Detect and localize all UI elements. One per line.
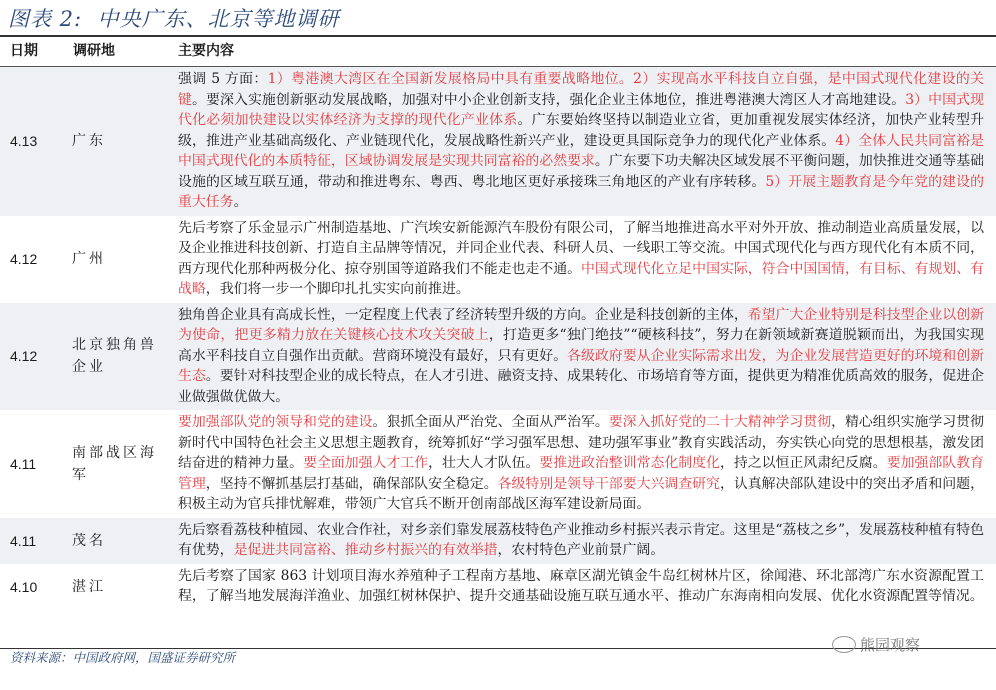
- body-text: ，坚持不懈抓基层打基础，确保部队安全稳定。: [205, 475, 498, 492]
- body-text: ，认真解决部队建设中的突出矛盾和问题，积极主动为官兵排忧解难，带领广大官兵不断开创南部战区海军建设新局面。: [178, 475, 984, 512]
- body-text: 。要针对科技型企业的成长特点，在人才引进、融资支持、成果转化、市场培育等方面，提供更为精准优质高效的服务，促进企业做强做优做大。: [178, 368, 984, 405]
- body-text: 。: [233, 194, 248, 210]
- table-row: [0, 216, 996, 303]
- figure-title: 图表 2: 中央广东、北京等地调研: [8, 7, 340, 31]
- row-place: 南部战区海军: [72, 444, 157, 483]
- row-content: [178, 303, 984, 411]
- body-text: 先后考察了国家 863 计划项目海水养殖种子工程南方基地、麻章区湖光镇金牛岛红树林片区，徐闻港、环北部湾广东水资源配置工程，了解当地发展海洋渔业、加强红树林保护、提升交通基础设施互联互通水平、推动广东海南相向发展、优化水资源配置等情况。: [178, 567, 984, 604]
- row-date: 4.10: [10, 578, 38, 595]
- table-row: [0, 410, 996, 518]
- row-place: 广东: [72, 133, 106, 150]
- body-text: 强调 5 方面：: [178, 71, 268, 87]
- highlighted-text: 5）开展主题教育是今年党的建设的重大任务: [178, 173, 984, 210]
- highlighted-text: 3）中国式现代化必须加快建设以实体经济为支撑的现代化产业体系: [178, 91, 984, 128]
- row-place-cell: [72, 564, 178, 610]
- body-text: ，持之以恒正风肃纪反腐。: [719, 455, 887, 471]
- highlighted-text: 要推进政治整训常态化制度化: [539, 455, 720, 471]
- highlighted-text: 各级特别是领导干部要大兴调查研究: [497, 475, 720, 492]
- row-content: [178, 216, 984, 303]
- body-text: ，打造更多“独门绝技”“硬核科技”，努力在新领域新赛道脱颖而出，为我国实现高水平科技自立自强作出贡献。营商环境没有最好，只有更好。: [178, 327, 984, 364]
- header-date: 日期: [10, 43, 38, 59]
- row-content: [178, 518, 984, 564]
- highlighted-text: 希望广大企业特别是科技型企业以创新为使命，把更多精力放在关键核心技术攻关突破上: [178, 306, 984, 343]
- body-text: ，我们将一步一个脚印扎扎实实向前推进。: [205, 281, 470, 297]
- highlighted-text: 要加强部队教育管理: [178, 455, 984, 492]
- highlighted-text: 要深入抓好党的二十大精神学习贯彻: [608, 414, 832, 430]
- survey-table: [0, 67, 996, 610]
- row-date: 4.13: [10, 133, 38, 150]
- row-place-cell: [72, 67, 178, 216]
- row-date: 4.12: [10, 348, 38, 365]
- row-place: 北京独角兽企业: [72, 337, 157, 376]
- row-place: 广州: [72, 251, 106, 267]
- body-text: 。广东要始终坚持以制造业立省，更加重视发展实体经济，加快产业转型升级，推进产业基础高级化、产业链现代化，发展战略性新兴产业，建设更具国际竞争力的现代化产业体系。: [178, 112, 984, 149]
- row-content: [178, 410, 984, 518]
- body-text: ，农村特色产业前景广阔。: [497, 542, 665, 558]
- header-content: 主要内容: [178, 43, 234, 59]
- body-text: ，精心组织实施学习贯彻新时代中国特色社会主义思想主题教育，统筹抓好“学习强军思想、建功强军事业”教育实践活动，夯实铁心向党的思想根基，激发团结奋进的精神力量。: [178, 414, 984, 471]
- highlighted-text: 1）粤港澳大湾区在全国新发展格局中具有重要战略地位。2）实现高水平科技自立自强，是中国式现代化建设的关键: [178, 71, 985, 108]
- row-place: 茂名: [72, 532, 106, 549]
- highlighted-text: 中国式现代化立足中国实际，符合中国国情，有目标、有规划、有战略: [178, 260, 984, 297]
- wechat-logo-watermark: [832, 634, 920, 655]
- row-place-cell: [72, 216, 178, 303]
- row-place-cell: [72, 518, 178, 564]
- row-date: 4.11: [10, 455, 37, 472]
- table-header: [0, 37, 996, 66]
- row-content: [178, 67, 984, 216]
- table-row: [0, 67, 996, 216]
- highlighted-text: 4）全体人民共同富裕是中国式现代化的本质特征，区域协调发展是实现共同富裕的必然要求: [178, 132, 984, 169]
- body-text: 。狠抓全面从严治党、全面从严治军。: [372, 414, 609, 430]
- highlighted-text: 要加强部队党的领导和党的建设: [178, 414, 373, 430]
- body-text: 独角兽企业具有高成长性，一定程度上代表了经济转型升级的方向。企业是科技创新的主体，: [178, 306, 748, 323]
- body-text: 先后考察了乐金显示广州制造基地、广汽埃安新能源汽车股份有限公司，了解当地推进高水平对外开放、推动制造业高质量发展，以及企业推进科技创新、打造自主品牌等情况，并同企业代表、科研人员、一线职工等交流。中国式现代化与西方现代化有本质不同，西方现代化那种两极分化、掠夺别国等道路我们不能走也走不通。: [178, 219, 984, 277]
- table-row: [0, 303, 996, 411]
- body-text: 。要深入实施创新驱动发展战略，加强对中小企业创新支持，强化企业主体地位，推进粤港澳大湾区人才高地建设。: [192, 91, 906, 108]
- table-row: [0, 564, 996, 610]
- header-place: 调研地: [73, 43, 115, 59]
- row-date: 4.12: [10, 251, 38, 267]
- logo-text: 熊园观察: [860, 636, 921, 654]
- body-text: ，壮大人才队伍。: [428, 455, 540, 471]
- highlighted-text: 各级政府要从企业实际需求出发，为企业发展营造更好的环境和创新生态: [178, 347, 984, 384]
- row-date: 4.11: [10, 532, 37, 549]
- table-row: [0, 518, 996, 564]
- row-place-cell: [72, 410, 178, 518]
- highlighted-text: 是促进共同富裕、推动乡村振兴的有效举措: [233, 542, 498, 558]
- row-content: [178, 564, 984, 610]
- row-place-cell: [72, 303, 178, 411]
- highlighted-text: 要全面加强人才工作: [303, 455, 429, 471]
- wechat-bubble-icon: [832, 636, 856, 653]
- source-note: 资料来源：中国政府网，国盛证券研究所: [10, 650, 236, 665]
- body-text: 。广东要下功夫解决区域发展不平衡问题，加快推进交通等基础设施的区域互联互通，带动和推进粤东、粤西、粤北地区更好承接珠三角地区的产业有序转移。: [178, 153, 984, 190]
- body-text: 先后察看荔枝种植园、农业合作社，对乡亲们靠发展荔枝特色产业推动乡村振兴表示肯定。这里是“荔枝之乡”，发展荔枝种植有特色有优势，: [178, 521, 984, 558]
- row-place: 湛江: [72, 578, 106, 595]
